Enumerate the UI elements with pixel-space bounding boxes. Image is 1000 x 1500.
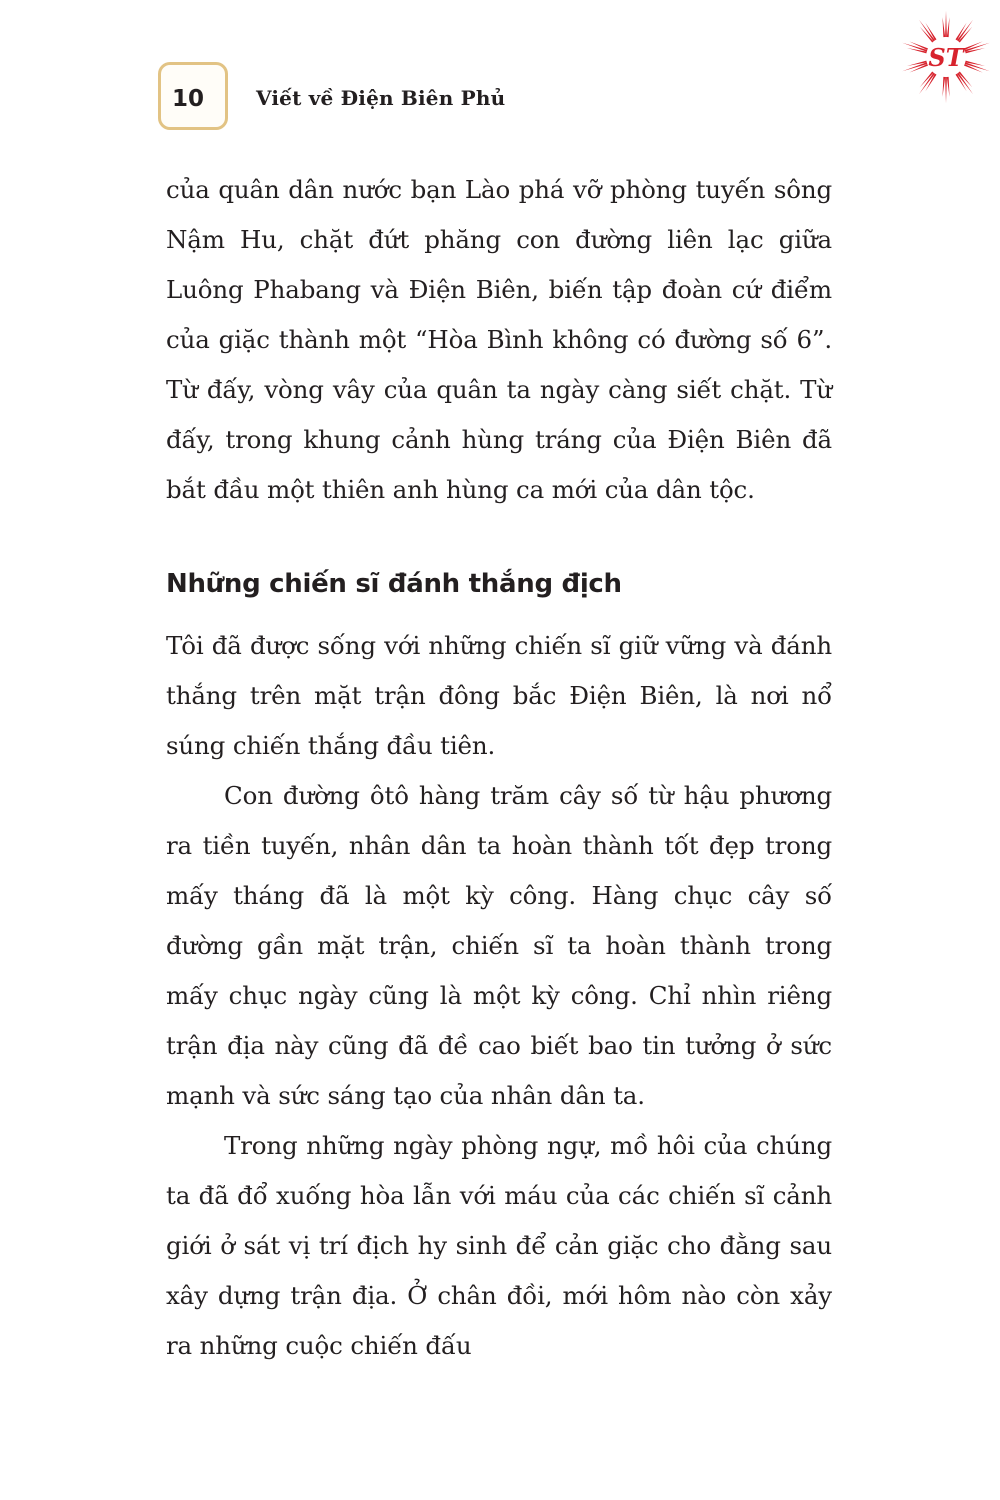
logo-monogram: ST <box>928 43 964 72</box>
star-ray <box>945 77 947 103</box>
star-ray <box>919 20 935 42</box>
paragraph: của quân dân nước bạn Lào phá vỡ phòng tuyến sông Nậm Hu, chặt đứt phăng con đường liên lạc giữa Luông Phabang và Điện Biên, biến tập đoàn cứ điểm của giặc thành một “Hòa Bình không có đường số 6”. Từ đấy, vòng vây của quân ta ngày càng siết chặt. Từ đấy, trong khung cảnh hùng tráng của Điện Biên đã bắt đầu một thiên anh hùng ca mới của dân tộc. <box>166 175 832 504</box>
star-ray <box>920 27 934 43</box>
star-ray <box>947 77 950 97</box>
star-ray <box>907 61 927 66</box>
star-ray <box>920 71 934 87</box>
star-ray <box>958 27 972 43</box>
star-ray <box>919 73 935 95</box>
star-ray <box>943 77 946 97</box>
star-ray <box>965 48 985 53</box>
star-ray <box>947 17 950 37</box>
star-ray <box>958 71 972 87</box>
paragraph: Trong những ngày phòng ngự, mồ hôi của chúng ta đã đổ xuống hòa lẫn với máu của các chiến sĩ cảnh giới ở sát vị trí địch hy sinh để cản giặc cho đằng sau xây dựng trận địa. Ở chân đồi, mới hôm nào còn xảy ra những cuộc chiến đấu <box>166 1131 832 1360</box>
running-title: Viết về Điện Biên Phủ <box>256 86 506 110</box>
star-ray <box>965 61 985 66</box>
paragraph: Tôi đã được sống với những chiến sĩ giữ vững và đánh thắng trên mặt trận đông bắc Điện Biên, là nơi nổ súng chiến thắng đầu tiên. <box>166 631 832 760</box>
star-ray <box>957 73 973 95</box>
paragraph: Con đường ôtô hàng trăm cây số từ hậu phương ra tiền tuyến, nhân dân ta hoàn thành tốt đẹp trong mấy tháng đã là một kỳ công. Hàng chục cây số đường gần mặt trận, chiến sĩ ta hoàn thành trong mấy chục ngày cũng là một kỳ công. Chỉ nhìn riêng trận địa này cũng đã đề cao biết bao tin tưởng ở sức mạnh và sức sáng tạo của nhân dân ta. <box>166 781 832 1110</box>
section-heading: Những chiến sĩ đánh thắng địch <box>166 569 622 599</box>
page-body <box>166 165 832 1371</box>
publisher-logo <box>893 8 999 106</box>
star-ray <box>907 48 927 53</box>
star-ray <box>945 11 947 37</box>
star-ray <box>943 17 946 37</box>
star-ray <box>957 20 973 42</box>
page-number: 10 <box>172 86 205 112</box>
